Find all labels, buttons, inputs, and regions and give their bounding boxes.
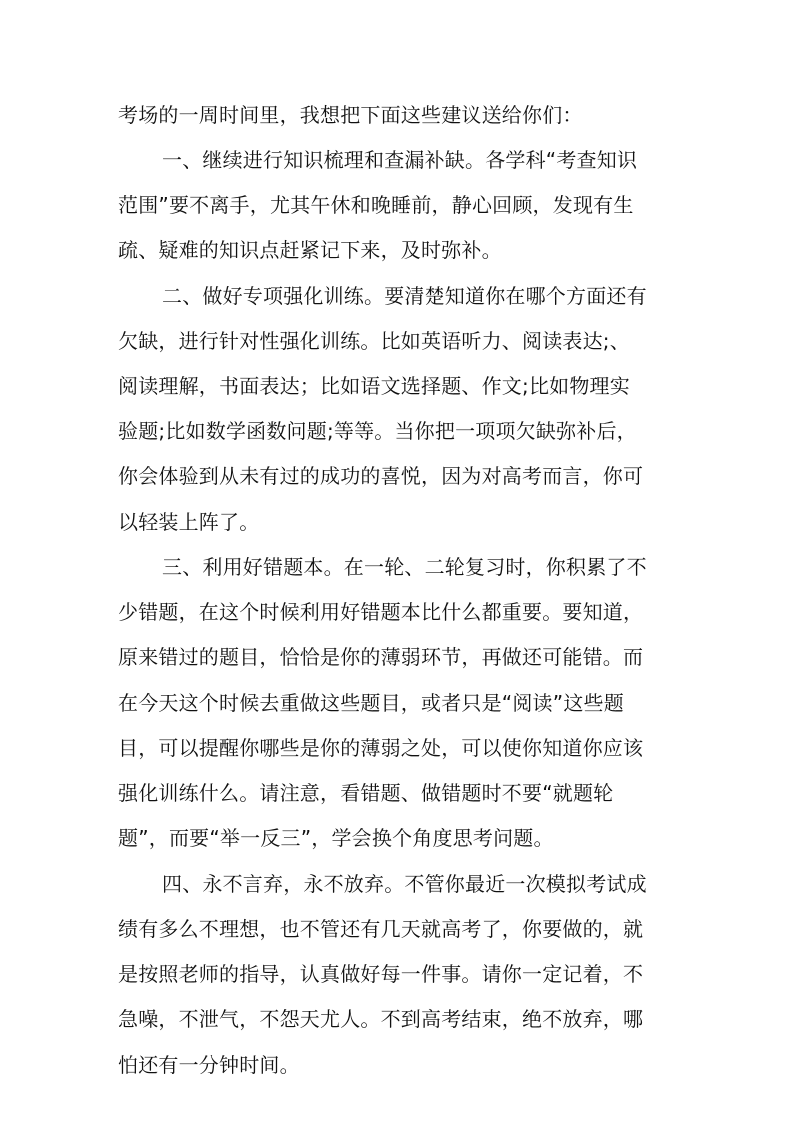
paragraph-2-line-5: 你会体验到从未有过的成功的喜悦，因为对高考而言，你可: [118, 464, 644, 488]
paragraph-3-line-7: 题”，而要“举一反三”，学会换个角度思考问题。: [118, 826, 554, 850]
paragraph-4-line-2: 绩有多么不理想，也不管还有几天就高考了，你要做的，就: [118, 917, 644, 941]
paragraph-3-line-1: 三、利用好错题本。在一轮、二轮复习时，你积累了不: [162, 555, 647, 579]
paragraph-3-line-3: 原来错过的题目，恰恰是你的薄弱环节，再做还可能错。而: [118, 645, 644, 669]
paragraph-4-line-3: 是按照老师的指导，认真做好每一件事。请你一定记着，不: [118, 962, 644, 986]
paragraph-3-line-4: 在今天这个时候去重做这些题目，或者只是“阅读”这些题: [118, 691, 624, 715]
paragraph-2-line-4: 验题;比如数学函数问题;等等。当你把一项项欠缺弥补后，: [118, 419, 637, 443]
paragraph-3-line-5: 目，可以提醒你哪些是你的薄弱之处，可以使你知道你应该: [118, 736, 644, 760]
paragraph-2-line-6: 以轻装上阵了。: [118, 510, 260, 534]
paragraph-1-line-2: 范围”要不离手，尤其午休和晚睡前，静心回顾，发现有生: [118, 193, 634, 217]
paragraph-4-line-1: 四、永不言弃，永不放弃。不管你最近一次模拟考试成: [162, 872, 647, 896]
text-line-1: 考场的一周时间里，我想把下面这些建议送给你们：: [118, 103, 583, 127]
paragraph-2-line-1: 二、做好专项强化训练。要清楚知道你在哪个方面还有: [162, 284, 647, 308]
paragraph-3-line-6: 强化训练什么。请注意，看错题、做错题时不要“就题轮: [118, 781, 614, 805]
paragraph-4-line-4: 急噪，不泄气，不怨天尤人。不到高考结束，绝不放弃，哪: [118, 1007, 644, 1031]
paragraph-3-line-2: 少错题，在这个时候利用好错题本比什么都重要。要知道，: [118, 600, 644, 624]
paragraph-2-line-2: 欠缺，进行针对性强化训练。比如英语听力、阅读表达;、: [118, 329, 630, 353]
paragraph-1-line-1: 一、继续进行知识梳理和查漏补缺。各学科“考查知识: [162, 148, 638, 172]
paragraph-2-line-3: 阅读理解，书面表达；比如语文选择题、作文;比如物理实: [118, 374, 630, 398]
paragraph-1-line-3: 疏、疑难的知识点赶紧记下来，及时弥补。: [118, 238, 502, 262]
paragraph-4-line-5: 怕还有一分钟时间。: [118, 1053, 300, 1077]
